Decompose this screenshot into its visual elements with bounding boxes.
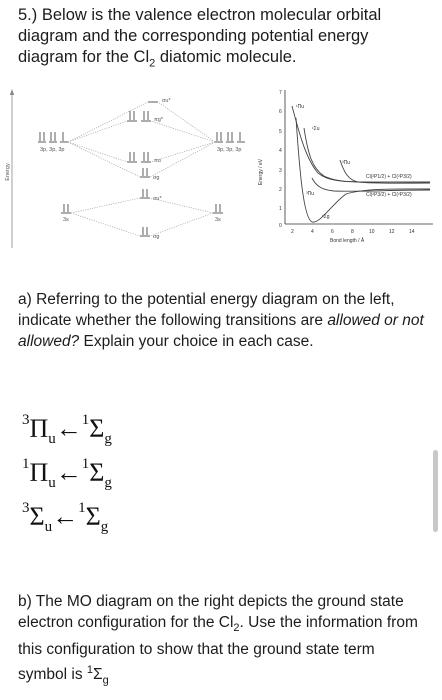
right-3s-orbital [213, 204, 223, 213]
y-tick-0: 0 [279, 223, 282, 229]
mo-diagram [5, 89, 245, 248]
right-3p-label: 3p, 3p, 3p [217, 147, 242, 153]
transition-1 [22, 398, 112, 447]
curve-label-1sigma-g: ¹Σg [322, 214, 330, 220]
question-number: 5.) [18, 6, 38, 24]
t1-upper-sub: u [48, 431, 56, 447]
part-b-text-1: b) The MO diagram on the right depicts the ground state electron configuration for the Cl [18, 593, 404, 631]
correlation-lines [68, 102, 215, 236]
t3-lower-sym: Σ [85, 502, 101, 531]
mo-label-sigma-u-star: σu* [162, 98, 171, 104]
curve-label-1sigma-u: ¹Σu [312, 126, 320, 132]
question-subscript: 2 [149, 57, 156, 70]
mo-label-sigma-g: σg [153, 175, 160, 181]
t1-lower-mult: 1 [81, 412, 90, 428]
part-b-term-sup: 1 [86, 664, 94, 677]
scroll-indicator[interactable] [433, 450, 438, 532]
part-b-text-2: . Use the information from this configuration to show that the ground state term symbol is [18, 614, 418, 684]
t1-arrow: ← [55, 414, 82, 443]
t3-lower-mult: 1 [78, 500, 86, 516]
right-3s-label: 3s [215, 217, 221, 223]
curve-label-3pi-u: ³Πu [342, 160, 351, 166]
t2-lower-sub: g [104, 475, 112, 491]
part-a-tail: Explain your choice in each case. [79, 333, 314, 350]
left-3s-orbital [61, 204, 71, 213]
t3-upper-sym: Σ [29, 502, 45, 531]
t3-lower-sub: g [100, 519, 109, 535]
t1-upper-mult: 3 [22, 412, 30, 428]
y-tick-7: 7 [279, 90, 282, 96]
y-tick-1: 1 [279, 206, 282, 212]
x-tick-14: 14 [409, 229, 415, 235]
t1-upper-sym: Π [29, 414, 49, 443]
t2-upper-mult: 1 [22, 456, 30, 472]
pe-curves [292, 106, 430, 222]
x-tick-2: 2 [291, 229, 294, 235]
part-b-term-sym: Σ [93, 666, 103, 684]
left-3p-orbitals [38, 132, 68, 142]
asymptote-upper-label: Cl(²P1/2) + Cl(²P3/2) [366, 174, 412, 180]
y-tick-3: 3 [279, 168, 282, 174]
mo-label-pi-u: πu [154, 158, 161, 164]
question-text: Below is the valence electron molecular orbital diagram and the corresponding potential energy diagram for the Cl [18, 6, 382, 66]
t1-lower-sub: g [104, 431, 112, 447]
figure-mo-and-potential-energy [0, 88, 442, 260]
t2-lower-mult: 1 [81, 456, 90, 472]
left-3s-label: 3s [63, 217, 69, 223]
t1-lower-sym: Σ [89, 414, 105, 443]
x-tick-12: 12 [389, 229, 395, 235]
transition-3 [22, 486, 112, 535]
x-tick-10: 10 [369, 229, 375, 235]
question-text-end: diatomic molecule. [155, 48, 297, 66]
part-a-emphasis: allowed or not allowed? [18, 312, 424, 350]
x-tick-6: 6 [331, 229, 334, 235]
asymptote-lower-label: Cl(²P3/2) + Cl(²P3/2) [366, 192, 412, 198]
curve-label-3pi-u-b: ³Πu [306, 191, 315, 197]
t2-arrow: ← [55, 458, 82, 487]
y-tick-2: 2 [279, 187, 282, 193]
x-tick-4: 4 [311, 229, 314, 235]
pe-x-axis-label: Bond length / Å [330, 238, 365, 244]
part-b-subscript: 2 [233, 622, 240, 635]
mo-label-sigma-u-star-3s: σu* [153, 196, 162, 202]
y-tick-6: 6 [279, 109, 282, 115]
part-b-text [18, 591, 428, 691]
mo-label-sigma-g-3s: σg [153, 234, 160, 240]
part-a-lead: a) Referring to the potential energy diagram on the left, indicate whether the following transitions are [18, 291, 395, 329]
y-tick-4: 4 [279, 148, 282, 154]
curve-1pi-u [292, 106, 430, 182]
transition-2 [22, 442, 112, 491]
t2-upper-sub: u [48, 475, 56, 491]
t2-upper-sym: Π [29, 458, 49, 487]
left-3p-label: 3p, 3p, 3p [40, 147, 65, 153]
mo-label-pi-g-star: πg* [154, 117, 163, 123]
y-tick-5: 5 [279, 129, 282, 135]
t3-arrow: ← [52, 502, 79, 531]
t3-upper-sub: u [44, 519, 53, 535]
transition-list [22, 398, 112, 535]
t3-upper-mult: 3 [22, 500, 30, 516]
pe-y-axis-label: Energy / eV [258, 158, 264, 186]
potential-energy-diagram [258, 90, 433, 244]
energy-axis-label: Energy [5, 163, 11, 181]
x-tick-8: 8 [351, 229, 354, 235]
question-title [18, 5, 428, 74]
curve-label-1pi-u: ¹Πu [296, 104, 305, 110]
t2-lower-sym: Σ [89, 458, 105, 487]
right-3p-orbitals [215, 132, 245, 142]
part-a-text [18, 289, 428, 352]
part-b-term-sub: g [102, 674, 109, 687]
